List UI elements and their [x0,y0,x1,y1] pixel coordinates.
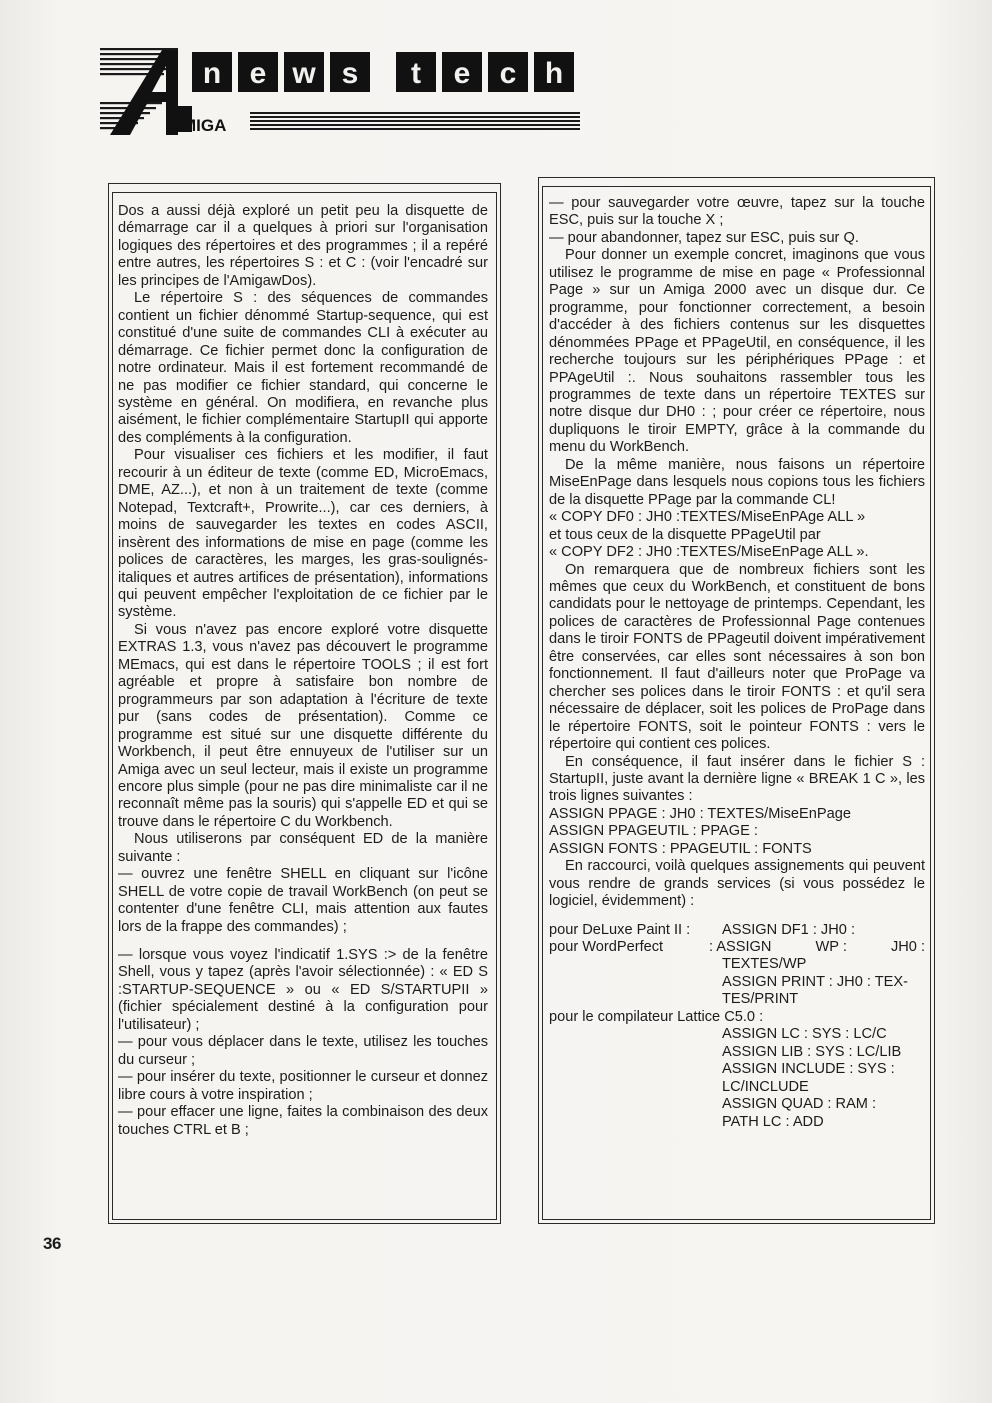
paragraph: En raccourci, voilà quelques assignements qui peuvent vous rendre de grands services (si vous possédez le logiciel, évidemment) : [549,858,925,910]
logo-letter-s: s [341,57,359,90]
command-line: « COPY DF2 : JH0 :TEXTES/MiseEnPage ALL ». [549,544,869,561]
command-line: ASSIGN PPAGEUTIL : PPAGE : [549,823,758,840]
paragraph: — lorsque vous voyez l'indicatif 1.SYS :> de la fenêtre Shell, vous y tapez (après l'avoir sélectionnée) : « ED S :STARTUP-SEQUENCE » ou « ED S/STARTUPII » (fichier spécialement destiné à la configuration pour l'utilisateur) ; [118,947,488,1033]
assign-value-line: PATH LC : ADD [722,1113,824,1130]
assign-value-part: : ASSIGN [709,939,772,956]
assign-value-line: TES/PRINT [722,991,799,1008]
paragraph: et tous ceux de la disquette PPageUtil par [549,526,821,543]
assign-value-line: ASSIGN INCLUDE : SYS : [722,1061,895,1078]
paragraph: Le répertoire S : des séquences de commandes contient un fichier dénommé Startup-sequence, qui est constitué d'une suite de commandes CLI à exécuter au démarrage. Ce fichier permet donc la configuration de notre ordinateur. Mais il est fortement recommandé de ne pas modifier ce fichier standard, qui concerne le système en général. On modifiera, en revanche plus aisément, le fichier complémentaire StartupII qui apporte des compléments à la configuration. [118,290,488,446]
logo-letter-c: c [499,57,517,90]
logo-letter-t: t [411,57,421,90]
command-line: ASSIGN PPAGE : JH0 : TEXTES/MiseEnPage [549,805,851,822]
assign-value-line: ASSIGN LIB : SYS : LC/LIB [722,1043,902,1060]
paragraph: Si vous n'avez pas encore exploré votre disquette EXTRAS 1.3, vous n'avez pas découvert le programme MEmacs, qui est dans le répertoire TOOLS ; il est fort agréable et propre à satisfaire bon nombre de programmeurs par son adaptation à l'écriture de texte pur (sans codes de présentation). Comme ce programme est situé sur une disquette différente du Workbench, il peut être ennuyeux de l'utiliser sur un Amiga avec un seul lecteur, mais il existe un programme encore plus simple (pour ne pas dire minimaliste car il ne reconnaît même pas la souris) qui s'appelle ED et qui se trouve dans le répertoire C du Workbench. [118,621,488,830]
paragraph: Nous utiliserons par conséquent ED de la manière suivante : [118,831,488,865]
assign-row-wordperfect [549,939,925,956]
right-column-frame [538,177,935,1224]
paragraph: Dos a aussi déjà exploré un petit peu la disquette de démarrage car il a quelques à priori sur l'organisation logiques des répertoires et des programmes ; il a repéré entre autres, les répertoires S : et C : (voir l'encadré sur les principes de l'AmigawDos). [118,203,488,289]
assign-label: pour DeLuxe Paint II : [549,921,691,938]
paragraph: En conséquence, il faut insérer dans le fichier S : StartupII, juste avant la dernière ligne « BREAK 1 C », les trois lignes suivantes : [549,753,925,805]
assign-value-line: ASSIGN LC : SYS : LC/C [722,1026,887,1043]
paragraph: On remarquera que de nombreux fichiers sont les mêmes que ceux du WorkBench, et constituent de bons candidats pour le nettoyage de printemps. Cependant, les polices de caractères de Professionnal Page contenues dans le tiroir FONTS de PPageutil doivent impérativement être conservées, car elles sont nécessaires à son bon fonctionnement. Il faut d'ailleurs noter que ProPage va chercher ses polices dans le tiroir FONTS : et qu'il sera nécessaire de déplacer, soit les polices de ProPage dans le répertoire FONTS, soit le pointeur FONTS : vers le répertoire qui contient ces polices. [549,561,925,753]
amiga-news-tech-logo [100,40,590,140]
logo-graphic [100,40,590,140]
logo-letter-w: w [292,57,316,90]
assign-value-line: ASSIGN PRINT : JH0 : TEX- [722,973,908,990]
logo-letter-n: n [202,57,222,90]
assign-row-deluxe [549,922,925,939]
assignments-table [549,922,925,1131]
paragraph: — pour vous déplacer dans le texte, utilisez les touches du curseur ; [118,1034,488,1068]
assign-value [709,939,925,956]
logo-letter-h: h [544,57,564,90]
paragraph: De la même manière, nous faisons un répertoire MiseEnPage dans lesquels nous copions tous les fichiers de la disquette PPage par la commande CL! [549,456,925,508]
assign-value-part: WP : [815,939,847,956]
assign-value-line: ASSIGN QUAD : RAM : [722,1096,877,1113]
page-number: 36 [43,1234,61,1253]
assign-value-line: TEXTES/WP [722,956,807,973]
assign-value-line: LC/INCLUDE [722,1078,809,1095]
paragraph: — pour insérer du texte, positionner le curseur et donnez libre cours à votre inspiration ; [118,1069,488,1103]
assign-value-part: JH0 : [890,939,925,956]
brand-sub-text: MIGA [182,116,227,135]
command-line: ASSIGN FONTS : PPAGEUTIL : FONTS [549,840,812,857]
paragraph: Pour visualiser ces fichiers et les modifier, il faut recourir à un éditeur de texte (comme ED, MicroEmacs, DME, AZ...), et non à un traitement de texte (comme Notepad, Textcraft+, Prowrite...), car ces derniers, à moins de sauvegarder les textes en codes ASCII, insèrent des informations de mise en page (comme les polices de caractères, les marges, les gras-soulignés-italiques et autres artifices de présentation), informations qui peuvent empêcher l'exploitation de ce fichier par le système. [118,447,488,621]
paragraph: — pour abandonner, tapez sur ESC, puis sur Q. [549,229,859,246]
assign-label: pour WordPerfect [549,939,664,956]
paragraph: — ouvrez une fenêtre SHELL en cliquant sur l'icône SHELL de votre copie de travail WorkBench (on peut se contenter d'une fenêtre CLI, mais attention aux fautes lors de la frappe des commandes) ; [118,866,488,935]
left-column-text [118,203,488,1139]
assign-label-lattice: pour le compilateur Lattice C5.0 : [549,1008,764,1025]
logo-letter-e2: e [453,57,471,90]
assign-value: ASSIGN DF1 : JH0 : [722,921,855,938]
right-column-text [549,195,925,1131]
paragraph: Pour donner un exemple concret, imaginons que vous utilisez le programme de mise en page « Professionnal Page » sur un Amiga 2000 avec un disque dur. Ce programme, pour fonctionner correctement, a besoin d'accéder à des fichiers contenus sur les disquettes dénommées PPage et PPageUtil, en conséquence, il les recherche toujours sur les périphériques PPage : et PPAgeUtil :. Nous souhaitons rassembler tous les programmes de texte dans un répertoire TEXTES sur notre disque dur DH0 : ; pour créer ce répertoire, nous dupliquons le tiroir EMPTY, grâce à la commande du menu du WorkBench. [549,247,925,456]
left-column-frame [108,183,501,1224]
logo-letter-e: e [249,57,267,90]
paragraph: — pour effacer une ligne, faites la combinaison des deux touches CTRL et B ; [118,1104,488,1138]
paragraph: — pour sauvegarder votre œuvre, tapez sur la touche ESC, puis sur la touche X ; [549,195,925,229]
command-line: « COPY DF0 : JH0 :TEXTES/MiseEnPAge ALL » [549,509,866,526]
